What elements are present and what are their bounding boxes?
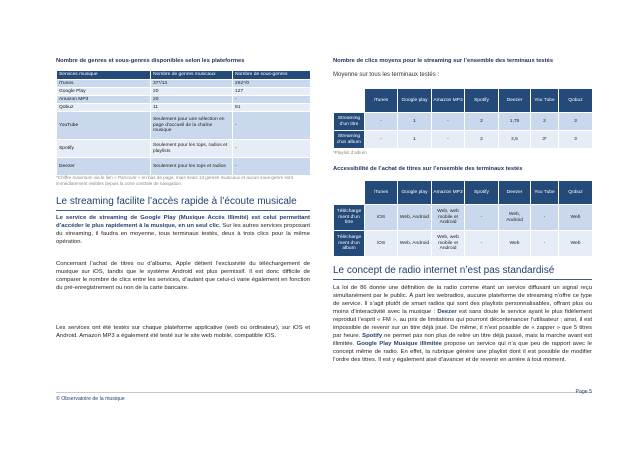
paragraph-streaming-lead: [56, 214, 310, 246]
genres-table: [56, 70, 311, 176]
row-header: Streaming d’un album: [334, 131, 365, 149]
table-cell: Web, Android: [499, 205, 531, 231]
clicks-table: [333, 88, 593, 149]
table-cell: 2,5: [499, 131, 531, 149]
table-cell: 2: [465, 131, 499, 149]
col-header: You Tube: [531, 89, 559, 113]
paragraph-purchase: Concernant l’achat de titres ou d’albums, Apple détient l’exclusivité du téléchargement de musique sur iOS, tandis que le système Android est plus permissif. Il est donc difficile de comparer le nombre de clics entre les services, d’autant que celui-ci varie également en fonction du pré-enregistrement ou non de la carte bancaire.: [56, 261, 310, 291]
table-cell: Google Play: [57, 88, 151, 96]
table-row: [57, 112, 311, 140]
table-cell: Deezer: [57, 158, 151, 176]
clicks-table-title: Nombre de clics moyens pour le streaming sur l’ensemble des terminaux testés: [333, 58, 554, 64]
section-heading-radio: Le concept de radio internet n’est pas standardisé: [333, 265, 555, 276]
lead-bold-text: Le service de streaming de Google Play (Musique Accès Illimité) est celui permettant d’accéder le plus rapidement à la musique, en un seul clic.: [56, 215, 310, 229]
table-cell: Web, Android: [398, 231, 432, 257]
table-row: [334, 205, 593, 231]
col-header: Qobuz: [559, 181, 593, 205]
radio-spotify: Spotify: [362, 333, 383, 339]
empty-cell: [334, 181, 365, 205]
genres-table-note: *Chiffre maximum via le lien « Parcourir » en bas de page, mais seuls 13 genres musicaux et aucun sous-genre sont immédiatement visibles depuis la zone centrale de navigation.: [56, 175, 294, 187]
page-number: Page 5: [575, 389, 592, 395]
table-cell: Seulement pour les tops, radios et playlists: [151, 140, 233, 158]
table-row: [57, 96, 311, 104]
col-header: Amazon MP3: [432, 89, 465, 113]
row-header: Télécharge ment d’un titre: [334, 205, 365, 231]
table-cell: -: [531, 231, 559, 257]
table-cell: -: [233, 158, 311, 176]
table-cell: -: [432, 113, 465, 131]
table-cell: -: [432, 131, 465, 149]
table-cell: -: [365, 113, 398, 131]
section-heading-streaming: Le streaming facilite l’accès rapide à l’écoute musicale: [56, 196, 297, 207]
table-cell: 11: [151, 104, 233, 112]
col-header: Nombre de genres musicaux: [151, 71, 233, 80]
table-cell: 127: [233, 88, 311, 96]
col-header: Services musique: [57, 71, 151, 80]
table-cell: 20: [151, 88, 233, 96]
footer-copyright: © Observatoire de la musique: [56, 396, 125, 402]
paragraph-radio: [333, 284, 592, 364]
table-row: [57, 80, 311, 88]
row-header: Streaming d’un titre: [334, 113, 365, 131]
table-cell: 2: [465, 113, 499, 131]
radio-google: Google Play Musique illimitée: [356, 341, 442, 347]
table-cell: Web, Android: [398, 205, 432, 231]
radio-text-a: La loi de 86 donne une définition de la radio comme étant un service diffusant un signal reçu simultanément par le public. À part les webradios, aucune plateforme de streaming n’offre ce type de service. Il s’agit plutôt de smart radios qui sont des playlists personnalisables, offrant plus ou moins d’interactivité avec la musique :: [333, 285, 592, 315]
table-cell: Seulement pour une sélection en page d’accueil de la chaîne musique: [151, 112, 233, 140]
table-cell: -: [233, 140, 311, 158]
table-cell: -: [233, 96, 311, 104]
table-cell: 1: [398, 131, 432, 149]
table-cell: 1,75: [499, 113, 531, 131]
clicks-table-note: *Playlist d’album: [333, 150, 367, 155]
table-cell: Seulement pour les tops et radios: [151, 158, 233, 176]
table-cell: iOS: [365, 231, 398, 257]
table-cell: Web, web mobile et Android: [432, 205, 465, 231]
table-cell: Web: [559, 205, 593, 231]
table-cell: Web: [499, 231, 531, 257]
table-cell: -: [465, 205, 499, 231]
col-header: You Tube: [531, 181, 559, 205]
purchase-table: [333, 180, 593, 257]
table-row: [334, 113, 593, 131]
table-row: [57, 104, 311, 112]
genres-table-title: Nombre de genres et sous-genres disponibles selon les plateformes: [56, 58, 245, 64]
paragraph-tested: Les services ont été testés sur chaque plateforme applicative (web ou ordinateur), sur iOS et Android. Amazon MP3 a également été testé sur le site web mobile, compatible iOS.: [56, 325, 310, 339]
clicks-table-header: [334, 89, 593, 113]
row-header: Télécharge ment d’un album: [334, 231, 365, 257]
table-cell: Spotify: [57, 140, 151, 158]
lead-rest-text: Sur les autres services proposant du streaming, il faudra en moyenne, tous terminaux testés, deux à trois clics pour la même opération.: [56, 223, 311, 245]
clicks-table-subtitle: Moyenne sur tous les terminaux testés :: [333, 72, 440, 78]
table-cell: 2: [531, 113, 559, 131]
table-cell: 20: [151, 96, 233, 104]
table-cell: -: [365, 131, 398, 149]
radio-text-d: propose un service qui n’a que peu de rapport avec le concept même de radio. En effet, la rubrique génère une playlist dont il est possible de modifier l’ordre des titres. Il est y également aisé d’avancer et de revenir en arrière à tout moment.: [333, 341, 592, 363]
table-cell: 3: [559, 113, 593, 131]
col-header: Deezer: [499, 181, 531, 205]
heading-rule: [333, 279, 592, 280]
col-header: Spotify: [465, 89, 499, 113]
col-header: Spotify: [465, 181, 499, 205]
radio-deezer: Deezer: [437, 309, 457, 315]
col-header: Google play: [398, 181, 432, 205]
table-cell: -: [531, 205, 559, 231]
table-row: [334, 131, 593, 149]
genres-table-header: [57, 71, 311, 80]
radio-text-c: ne permet pas non plus de relire un titre déjà passé, mais la marche avant est illimitée.: [333, 333, 592, 347]
col-header: Nombre de sous-genres: [233, 71, 311, 80]
radio-text-b: est sans doute le service ayant le plus fidèlement reproduit l’esprit « FM », au prix de limitations qui pourront décontenancer l’utilisateur ; ainsi, il est impossible de revenir sur un titre déjà joué. De même, il n’est possible de « zapper » que 5 titres par heure.: [333, 309, 592, 339]
purchase-table-header: [334, 181, 593, 205]
table-cell: 37*/13: [151, 80, 233, 88]
table-cell: YouTube: [57, 112, 151, 140]
table-cell: 81: [233, 104, 311, 112]
table-row: [334, 231, 593, 257]
table-cell: iTunes: [57, 80, 151, 88]
footer-rule: [56, 392, 592, 393]
col-header: Amazon MP3: [432, 181, 465, 205]
heading-rule: [56, 210, 310, 211]
table-cell: -: [233, 112, 311, 140]
col-header: Qobuz: [559, 89, 593, 113]
table-cell: iOS: [365, 205, 398, 231]
col-header: Deezer: [499, 89, 531, 113]
table-cell: -: [465, 231, 499, 257]
table-cell: 3: [559, 131, 593, 149]
table-cell: 3*: [531, 131, 559, 149]
table-cell: 262*/0: [233, 80, 311, 88]
table-cell: Web: [559, 231, 593, 257]
table-cell: Web, web mobile et Android: [432, 231, 465, 257]
col-header: iTunes: [365, 181, 398, 205]
purchase-table-title: Accessibilité de l’achat de titres sur l’ensemble des terminaux testés: [333, 166, 523, 172]
table-row: [57, 140, 311, 158]
table-row: [57, 88, 311, 96]
table-cell: Qobuz: [57, 104, 151, 112]
empty-cell: [334, 89, 365, 113]
table-cell: Amazon MP3: [57, 96, 151, 104]
col-header: Google play: [398, 89, 432, 113]
col-header: iTunes: [365, 89, 398, 113]
table-row: [57, 158, 311, 176]
table-cell: 1: [398, 113, 432, 131]
